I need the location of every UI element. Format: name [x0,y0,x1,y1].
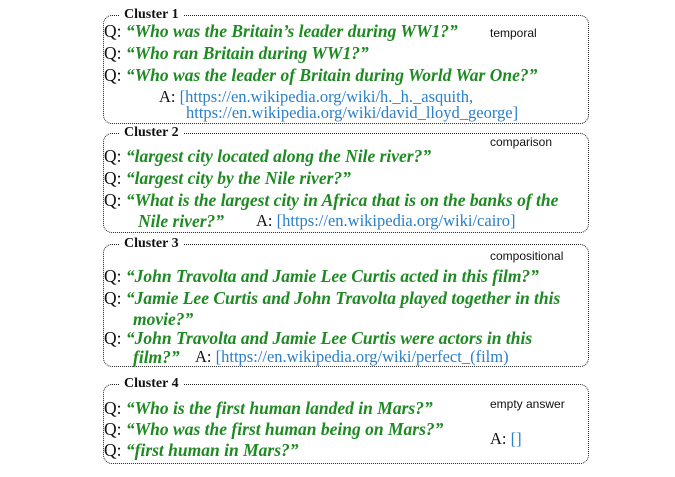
cluster-2-question-2 [104,167,351,189]
cluster-2-question-3-continued [138,210,224,232]
question-text: “Who ran Britain during WW1?” [125,43,369,63]
a-prefix: A: [159,87,176,106]
cluster-4-title: Cluster 4 [120,376,183,392]
q-prefix: Q: [104,288,122,308]
cluster-3-question-3-continued [133,346,180,368]
answer-link[interactable]: [https://en.wikipedia.org/wiki/cairo] [276,211,516,230]
q-prefix: Q: [104,43,122,63]
q-prefix: Q: [104,146,122,166]
cluster-3-answer [195,346,509,368]
cluster-3-question-1 [104,265,539,287]
cluster-3-tag: compositional [490,249,564,263]
cluster-4-question-3 [104,439,299,461]
q-prefix: Q: [104,266,122,286]
a-prefix: A: [256,211,273,230]
cluster-4-question-2 [104,418,443,440]
question-text: “John Travolta and Jamie Lee Curtis were actors in this [125,328,533,348]
q-prefix: Q: [104,398,122,418]
question-text: “Who was the leader of Britain during World War One?” [125,65,538,85]
cluster-2-question-1 [104,145,431,167]
question-text: Nile river?” [138,211,225,231]
cluster-2-question-3 [104,189,558,211]
cluster-4-answer [490,428,522,450]
question-text: “Who was the Britain’s leader during WW1?” [125,21,458,41]
question-text: “Who was the first human being on Mars?” [125,419,444,439]
cluster-2-title: Cluster 2 [120,125,183,141]
q-prefix: Q: [104,168,122,188]
question-text: “John Travolta and Jamie Lee Curtis acted in this film?” [125,266,539,286]
q-prefix: Q: [104,65,122,85]
a-prefix: A: [490,429,507,448]
cluster-4-tag: empty answer [490,397,565,411]
cluster-4-question-1 [104,397,433,419]
answer-link[interactable]: [] [510,429,522,448]
cluster-3-title: Cluster 3 [120,236,183,252]
question-text: “Jamie Lee Curtis and John Travolta played together in this [125,288,561,308]
a-prefix: A: [195,347,212,366]
cluster-1-question-1 [104,20,458,42]
cluster-1-tag: temporal [490,26,537,40]
question-text: movie?” [133,309,194,329]
answer-link[interactable]: https://en.wikipedia.org/wiki/david_lloyd_george] [186,103,519,122]
cluster-1-answer-line-2 [186,102,518,124]
cluster-3-question-2 [104,287,560,309]
q-prefix: Q: [104,419,122,439]
cluster-1-question-3 [104,64,537,86]
answer-link[interactable]: [https://en.wikipedia.org/wiki/h._h._asquith, [179,87,474,106]
question-text: “largest city by the Nile river?” [125,168,351,188]
cluster-1-question-2 [104,42,369,64]
cluster-1-title: Cluster 1 [120,7,183,23]
q-prefix: Q: [104,328,122,348]
question-text: “largest city located along the Nile river?” [125,146,432,166]
q-prefix: Q: [104,190,122,210]
question-text: “first human in Mars?” [125,440,299,460]
question-text: film?” [133,347,180,367]
q-prefix: Q: [104,440,122,460]
question-text: “What is the largest city in Africa that is on the banks of the [125,190,559,210]
cluster-2-answer [256,210,516,232]
question-text: “Who is the first human landed in Mars?” [125,398,433,418]
answer-link[interactable]: [https://en.wikipedia.org/wiki/perfect_(film) [215,347,509,366]
cluster-2-tag: comparison [490,135,553,149]
q-prefix: Q: [104,21,122,41]
